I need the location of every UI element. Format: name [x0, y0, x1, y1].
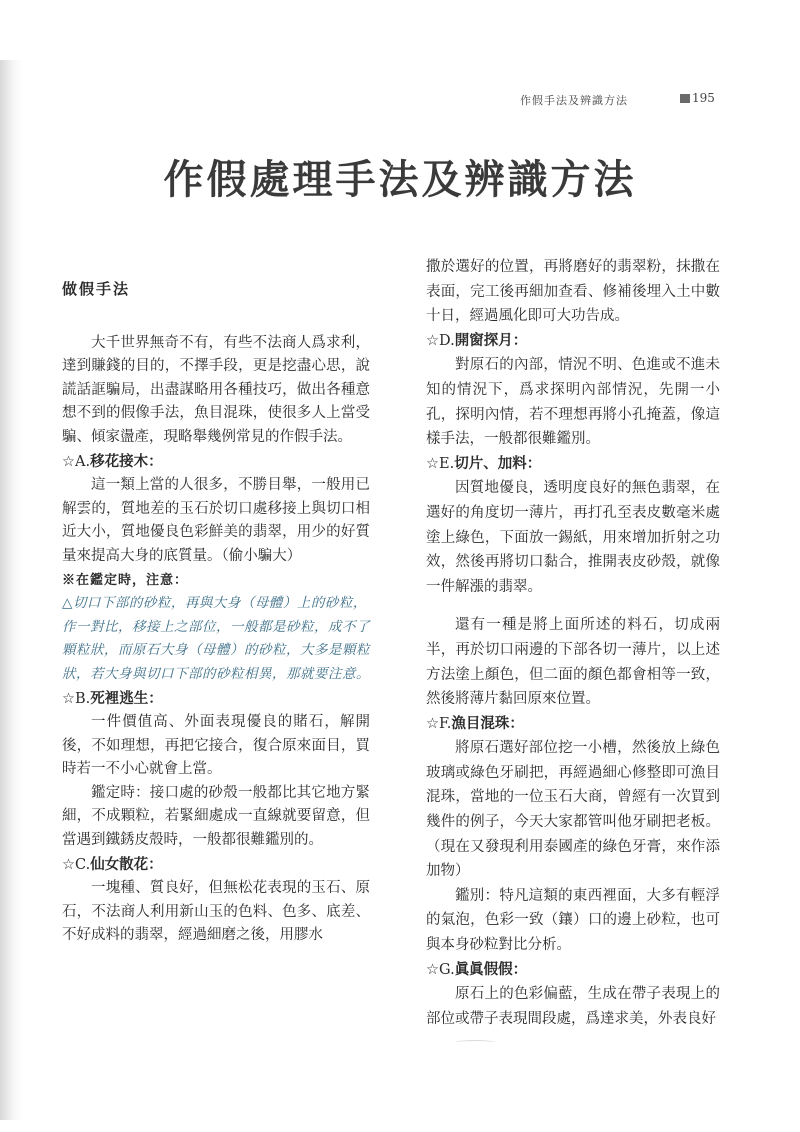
subheading-a-mark: ☆A. [62, 453, 91, 470]
subheading-g-title: 眞眞假假： [454, 960, 528, 978]
subheading-a-title: 移花接木： [90, 452, 163, 470]
subheading-f-mark: ☆F. [426, 715, 452, 732]
intro-paragraph: 大千世界無奇不有，有些不法商人爲求利，達到賺錢的目的，不擇手段，更是挖盡心思，說謊話誆騙局，出盡謀略用各種技巧，做出各種意想不到的假像手法，魚目混珠，使很多人上當受騙、傾家盪產，現略舉幾例常見的作假手法。 [62, 334, 370, 445]
section-g-body: 原石上的色彩偏藍，生成在帶子表現上的部位或帶子表現間段處，爲達求美，外表良好 [426, 986, 720, 1027]
section-a-note-title: ※在鑑定時，注意： [62, 572, 189, 588]
subheading-f-title: 漁目混珠： [451, 714, 524, 732]
subheading-f [426, 712, 720, 737]
running-head: 作假手法及辨識方法 [520, 94, 628, 107]
section-a-body: 這一類上當的人很多，不勝目舉，一般用已解雲的，質地差的玉石於切口處移接上與切口相近大小，質地優良色彩鮮美的翡翠，用少的好質量來提高大身的底質量。（偷小騙大） [62, 477, 370, 564]
subheading-b [62, 687, 370, 712]
right-column [426, 255, 720, 1031]
section-e-body-2: 還有一種是將上面所述的料石，切成兩半，再於切口兩邊的下部各切一薄片，以上述方法塗上顏色，但二面的顏色都會相等一致，然後將薄片黏回原來位置。 [426, 617, 720, 708]
subheading-b-mark: ☆B. [62, 690, 91, 707]
section-f-body-2: 鑑別：特凡這類的東西裡面，大多有輕浮的氣泡，色彩一致（鑲）口的邊上砂粒，也可與本身砂粒對比分析。 [426, 887, 720, 954]
section-c-body: 一塊種、質良好，但無松花表現的玉石、原石，不法商人利用新山玉的色料、色多、底差、不好成料的翡翠，經過細磨之後，用膠水 [62, 880, 370, 944]
subheading-c [62, 853, 370, 878]
subheading-d [426, 329, 720, 354]
subheading-g [426, 958, 720, 983]
scan-smudge [455, 1040, 495, 1045]
section-b-body-2: 鑑定時：接口處的砂殼一般都比其它地方緊細，不成顆粒，若緊細處成一直線就要留意，但當遇到鐵銹皮殼時，一般都很難鑑別的。 [62, 784, 370, 849]
subheading-c-mark: ☆C. [62, 856, 91, 873]
section-f-body-1: 將原石選好部位挖一小槽，然後放上綠色玻璃或綠色牙刷把，再經過細心修整即可漁目混珠，當地的一位玉石大商，曾經有一次買到幾件的例子，今天大家都管叫他牙刷把老板。（現在又發現利用泰國產的綠色牙膏，來作添加物） [426, 740, 720, 880]
page-title: 作假處理手法及辨識方法 [163, 156, 637, 203]
page-edge-shadow [0, 60, 22, 1120]
folio-block-icon [680, 94, 690, 103]
subheading-b-title: 死裡逃生： [90, 689, 163, 707]
section-a-note: △切口下部的砂粒，再與大身（母體）上的砂粒，作一對比，移接上之部位，一般都是砂粒，成不了顆粒狀，而原石大身（母體）的砂粒，大多是顆粒狀，若大身與切口下部的砂粒相異，那就要注意。 [62, 595, 370, 682]
section-b-body-1: 一件價值高、外面表現優良的賭石，解開後，不如理想，再把它接合，復合原來面目，買時若一不小心就會上當。 [62, 714, 370, 778]
continuation-paragraph: 撒於選好的位置，再將磨好的翡翠粉，抹撒在表面，完工後再細加查看、修補後埋入土中數十日，經過風化即可大功告成。 [426, 259, 720, 325]
subheading-e-title: 切片、加料： [454, 454, 542, 472]
subheading-d-mark: ☆D. [426, 332, 455, 349]
section-heading: 做假手法 [62, 280, 131, 298]
left-column [62, 248, 370, 948]
page-number-text: 195 [692, 91, 715, 105]
subheading-e-mark: ☆E. [426, 455, 455, 472]
section-d-body: 對原石的內部，情況不明、色進或不進未知的情況下，爲求探明內部情況，先開一小孔，探明內情，若不理想再將小孔掩蓋，像這樣手法，一般都很難鑑別。 [426, 357, 720, 448]
page-number [680, 91, 715, 105]
subheading-d-title: 開窗探月： [454, 331, 528, 349]
section-e-body-1: 因質地優良，透明度良好的無色翡翠，在選好的角度切一薄片，再打孔至表皮數毫米處塗上綠色，下面放一錫紙，用來增加折射之功效，然後再將切口黏合，推開表皮砂殼，就像一件解漲的翡翠。 [426, 480, 720, 595]
subheading-e [426, 452, 720, 477]
subheading-g-mark: ☆G. [426, 961, 455, 978]
subheading-a [62, 450, 370, 475]
subheading-c-title: 仙女散花： [90, 855, 163, 873]
